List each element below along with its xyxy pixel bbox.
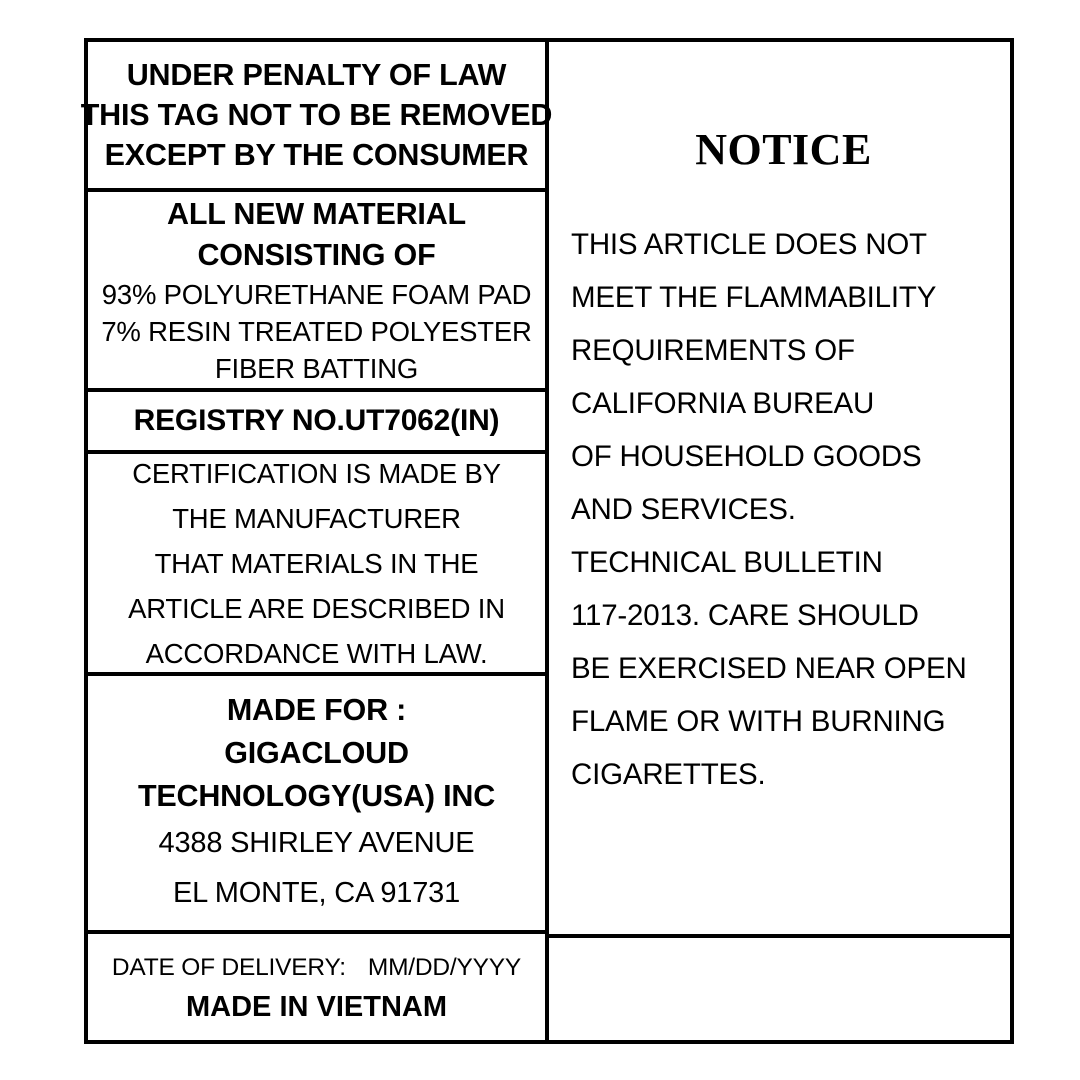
- material-heading-1: ALL NEW MATERIAL: [167, 196, 466, 231]
- certification-line-5: ACCORDANCE WITH LAW.: [145, 637, 488, 669]
- certification-line-4: ARTICLE ARE DESCRIBED IN: [128, 592, 505, 624]
- delivery-date-label: DATE OF DELIVERY:: [111, 954, 346, 981]
- notice-section: [549, 42, 1010, 934]
- registry-number-section: [88, 388, 545, 450]
- penalty-line-2: THIS TAG NOT TO BE REMOVED: [80, 98, 553, 132]
- notice-line-2: MEET THE FLAMMABILITY: [571, 281, 937, 314]
- notice-body: [571, 218, 967, 801]
- material-line-2: 7% RESIN TREATED POLYESTER: [101, 315, 532, 347]
- notice-line-9: BE EXERCISED NEAR OPEN: [571, 652, 967, 685]
- blank-cell: [549, 934, 1010, 1040]
- made-for-section: [88, 672, 545, 930]
- company-name-line-2: TECHNOLOGY(USA) INC: [137, 778, 496, 813]
- notice-line-8: 117-2013. CARE SHOULD: [571, 599, 919, 632]
- notice-line-3: REQUIREMENTS OF: [571, 334, 855, 367]
- notice-line-5: OF HOUSEHOLD GOODS: [571, 440, 922, 473]
- notice-line-4: CALIFORNIA BUREAU: [571, 387, 875, 420]
- country-of-origin: MADE IN VIETNAM: [186, 991, 447, 1023]
- penalty-line-3: EXCEPT BY THE CONSUMER: [104, 138, 529, 172]
- law-label: [80, 38, 1014, 1044]
- notice-line-1: THIS ARTICLE DOES NOT: [571, 228, 927, 261]
- notice-title: NOTICE: [695, 125, 872, 174]
- penalty-line-1: UNDER PENALTY OF LAW: [126, 58, 507, 92]
- delivery-section: [88, 930, 545, 1040]
- made-for-label: MADE FOR :: [226, 692, 407, 727]
- certification-line-2: THE MANUFACTURER: [172, 502, 461, 534]
- certification-line-3: THAT MATERIALS IN THE: [154, 547, 479, 579]
- notice-line-6: AND SERVICES.: [571, 493, 796, 526]
- notice-line-11: CIGARETTES.: [571, 758, 766, 791]
- left-column: [80, 42, 553, 1040]
- material-line-1: 93% POLYURETHANE FOAM PAD: [101, 278, 532, 310]
- delivery-date-value: MM/DD/YYYY: [367, 954, 522, 981]
- notice-line-10: FLAME OR WITH BURNING: [571, 705, 946, 738]
- material-content-section: [88, 188, 545, 388]
- address-line-1: 4388 SHIRLEY AVENUE: [158, 826, 475, 859]
- material-line-3: FIBER BATTING: [214, 352, 419, 384]
- material-heading-2: CONSISTING OF: [197, 237, 436, 272]
- certification-section: [88, 450, 545, 672]
- notice-line-7: TECHNICAL BULLETIN: [571, 546, 883, 579]
- penalty-notice-section: [80, 42, 553, 188]
- right-column: [549, 42, 1010, 1040]
- registry-number: REGISTRY NO.UT7062(IN): [133, 404, 500, 437]
- company-name-line-1: GIGACLOUD: [224, 735, 409, 770]
- address-line-2: EL MONTE, CA 91731: [172, 876, 461, 909]
- delivery-date-row: [112, 950, 521, 986]
- certification-line-1: CERTIFICATION IS MADE BY: [132, 457, 501, 489]
